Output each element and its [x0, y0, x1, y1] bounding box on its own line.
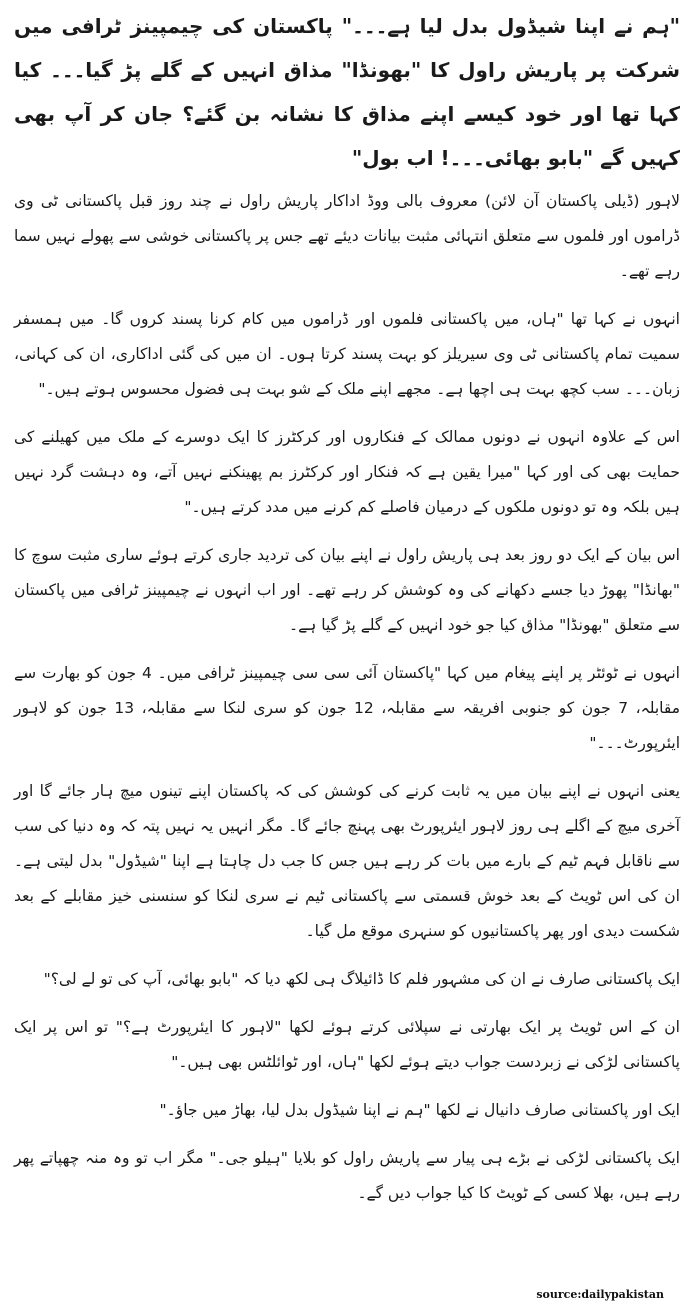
article-paragraph: اس بیان کے ایک دو روز بعد ہی پاریش راول نے اپنے بیان کی تردید جاری کرتے ہوئے ساری مثبت سوچ کا "بھانڈا" پھوڑ دیا جسے دکھانے کی وہ کوشش کر رہے تھے۔ اور اب انہوں نے چیمپینز ٹرافی میں پاکستان سے متعلق "بھونڈا" مذاق کیا جو خود انہیں کے گلے پڑ گیا ہے۔ — [14, 546, 680, 634]
article-paragraph: ایک پاکستانی لڑکی نے بڑے ہی پیار سے پاریش راول کو بلایا "ہیلو جی۔" مگر اب تو وہ منہ چھپاتے پھر رہے ہیں، بھلا کسی کے ٹویٹ کا کیا جواب دیں گے۔ — [14, 1149, 680, 1202]
article-paragraph: لاہور (ڈیلی پاکستان آن لائن) معروف بالی ووڈ اداکار پاریش راول نے چند روز قبل پاکستانی ٹی وی ڈراموں اور فلموں سے متعلق انتہائی مثبت بیانات دیئے تھے جس پر پاکستانی خوشی سے پھولے نہیں سما رہے تھے۔ — [14, 192, 680, 280]
article-body — [14, 184, 680, 1211]
article-paragraph: ایک اور پاکستانی صارف دانیال نے لکھا "ہم نے اپنا شیڈول بدل لیا، بھاڑ میں جاؤ۔" — [159, 1101, 680, 1119]
article-paragraph: ان کے اس ٹویٹ پر ایک بھارتی نے سپلائی کرتے ہوئے لکھا "لاہور کا ایئرپورٹ ہے؟" تو اس پر ایک پاکستانی لڑکی نے زبردست جواب دیتے ہوئے لکھا "ہاں، اور ٹوائلٹس بھی ہیں۔" — [14, 1018, 680, 1071]
article-paragraph: یعنی انہوں نے اپنے بیان میں یہ ثابت کرنے کی کوشش کی کہ پاکستان اپنے تینوں میچ ہار جائے گا اور آخری میچ کے اگلے ہی روز لاہور ایئرپورٹ بھی پہنچ جائے گا۔ مگر انہیں یہ نہیں پتہ کہ وہ دنیا کی سب سے ناقابل فہم ٹیم کے بارے میں بات کر رہے ہیں جس کا جب دل چاہتا ہے اپنا "شیڈول" بدل لیتی ہے۔ ان کی اس ٹویٹ کے بعد خوش قسمتی سے پاکستانی ٹیم نے سری لنکا کو سنسنی خیز مقابلے کے بعد شکست دیدی اور پھر پاکستانیوں کو سنہری موقع مل گیا۔ — [14, 782, 680, 940]
article-paragraph: انہوں نے ٹوئٹر پر اپنے پیغام میں کہا "پاکستان آئی سی سی چیمپینز ٹرافی میں۔ 4 جون کو بھارت سے مقابلہ، 7 جون کو جنوبی افریقہ سے مقابلہ، 12 جون کو سری لنکا سے مقابلہ، 13 جون کو لاہور ایئرپورٹ۔۔۔" — [14, 664, 680, 752]
article-headline: "ہم نے اپنا شیڈول بدل لیا ہے۔۔۔" پاکستان کی چیمپینز ٹرافی میں شرکت پر پاریش راول کا "بھونڈا" مذاق انہیں کے گلے پڑ گیا۔۔۔ کیا کہا تھا اور خود کیسے اپنے مذاق کا نشانہ بن گئے؟ جان کر آپ بھی کہیں گے "بابو بھائی۔۔۔! اب بول" — [14, 14, 680, 170]
source-credit: source:dailypakistan — [536, 1288, 664, 1301]
article-paragraph: اس کے علاوہ انہوں نے دونوں ممالک کے فنکاروں اور کرکٹرز کا ایک دوسرے کے ملک میں کھیلنے کی حمایت بھی کی اور کہا "میرا یقین ہے کہ فنکار اور کرکٹرز بم پھینکنے نہیں آتے، وہ دہشت گرد نہیں ہیں بلکہ وہ تو دونوں ملکوں کے درمیان فاصلے کم کرنے میں مدد کرتے ہیں۔" — [14, 428, 680, 516]
article-paragraph: انہوں نے کہا تھا "ہاں، میں پاکستانی فلموں اور ڈراموں میں کام کرنا پسند کروں گا۔ میں ہمسفر سمیت تمام پاکستانی ٹی وی سیریلز کو بہت پسند کرتا ہوں۔ ان میں کی گئی اداکاری، ان کی کہانی، زبان۔۔۔ سب کچھ بہت ہی اچھا ہے۔ مجھے اپنے ملک کے شو بہت ہی فضول محسوس ہوتے ہیں۔" — [14, 310, 680, 398]
article-paragraph: ایک پاکستانی صارف نے ان کی مشہور فلم کا ڈائیلاگ ہی لکھ دیا کہ "بابو بھائی، آپ کی تو لے لی؟" — [43, 970, 680, 988]
